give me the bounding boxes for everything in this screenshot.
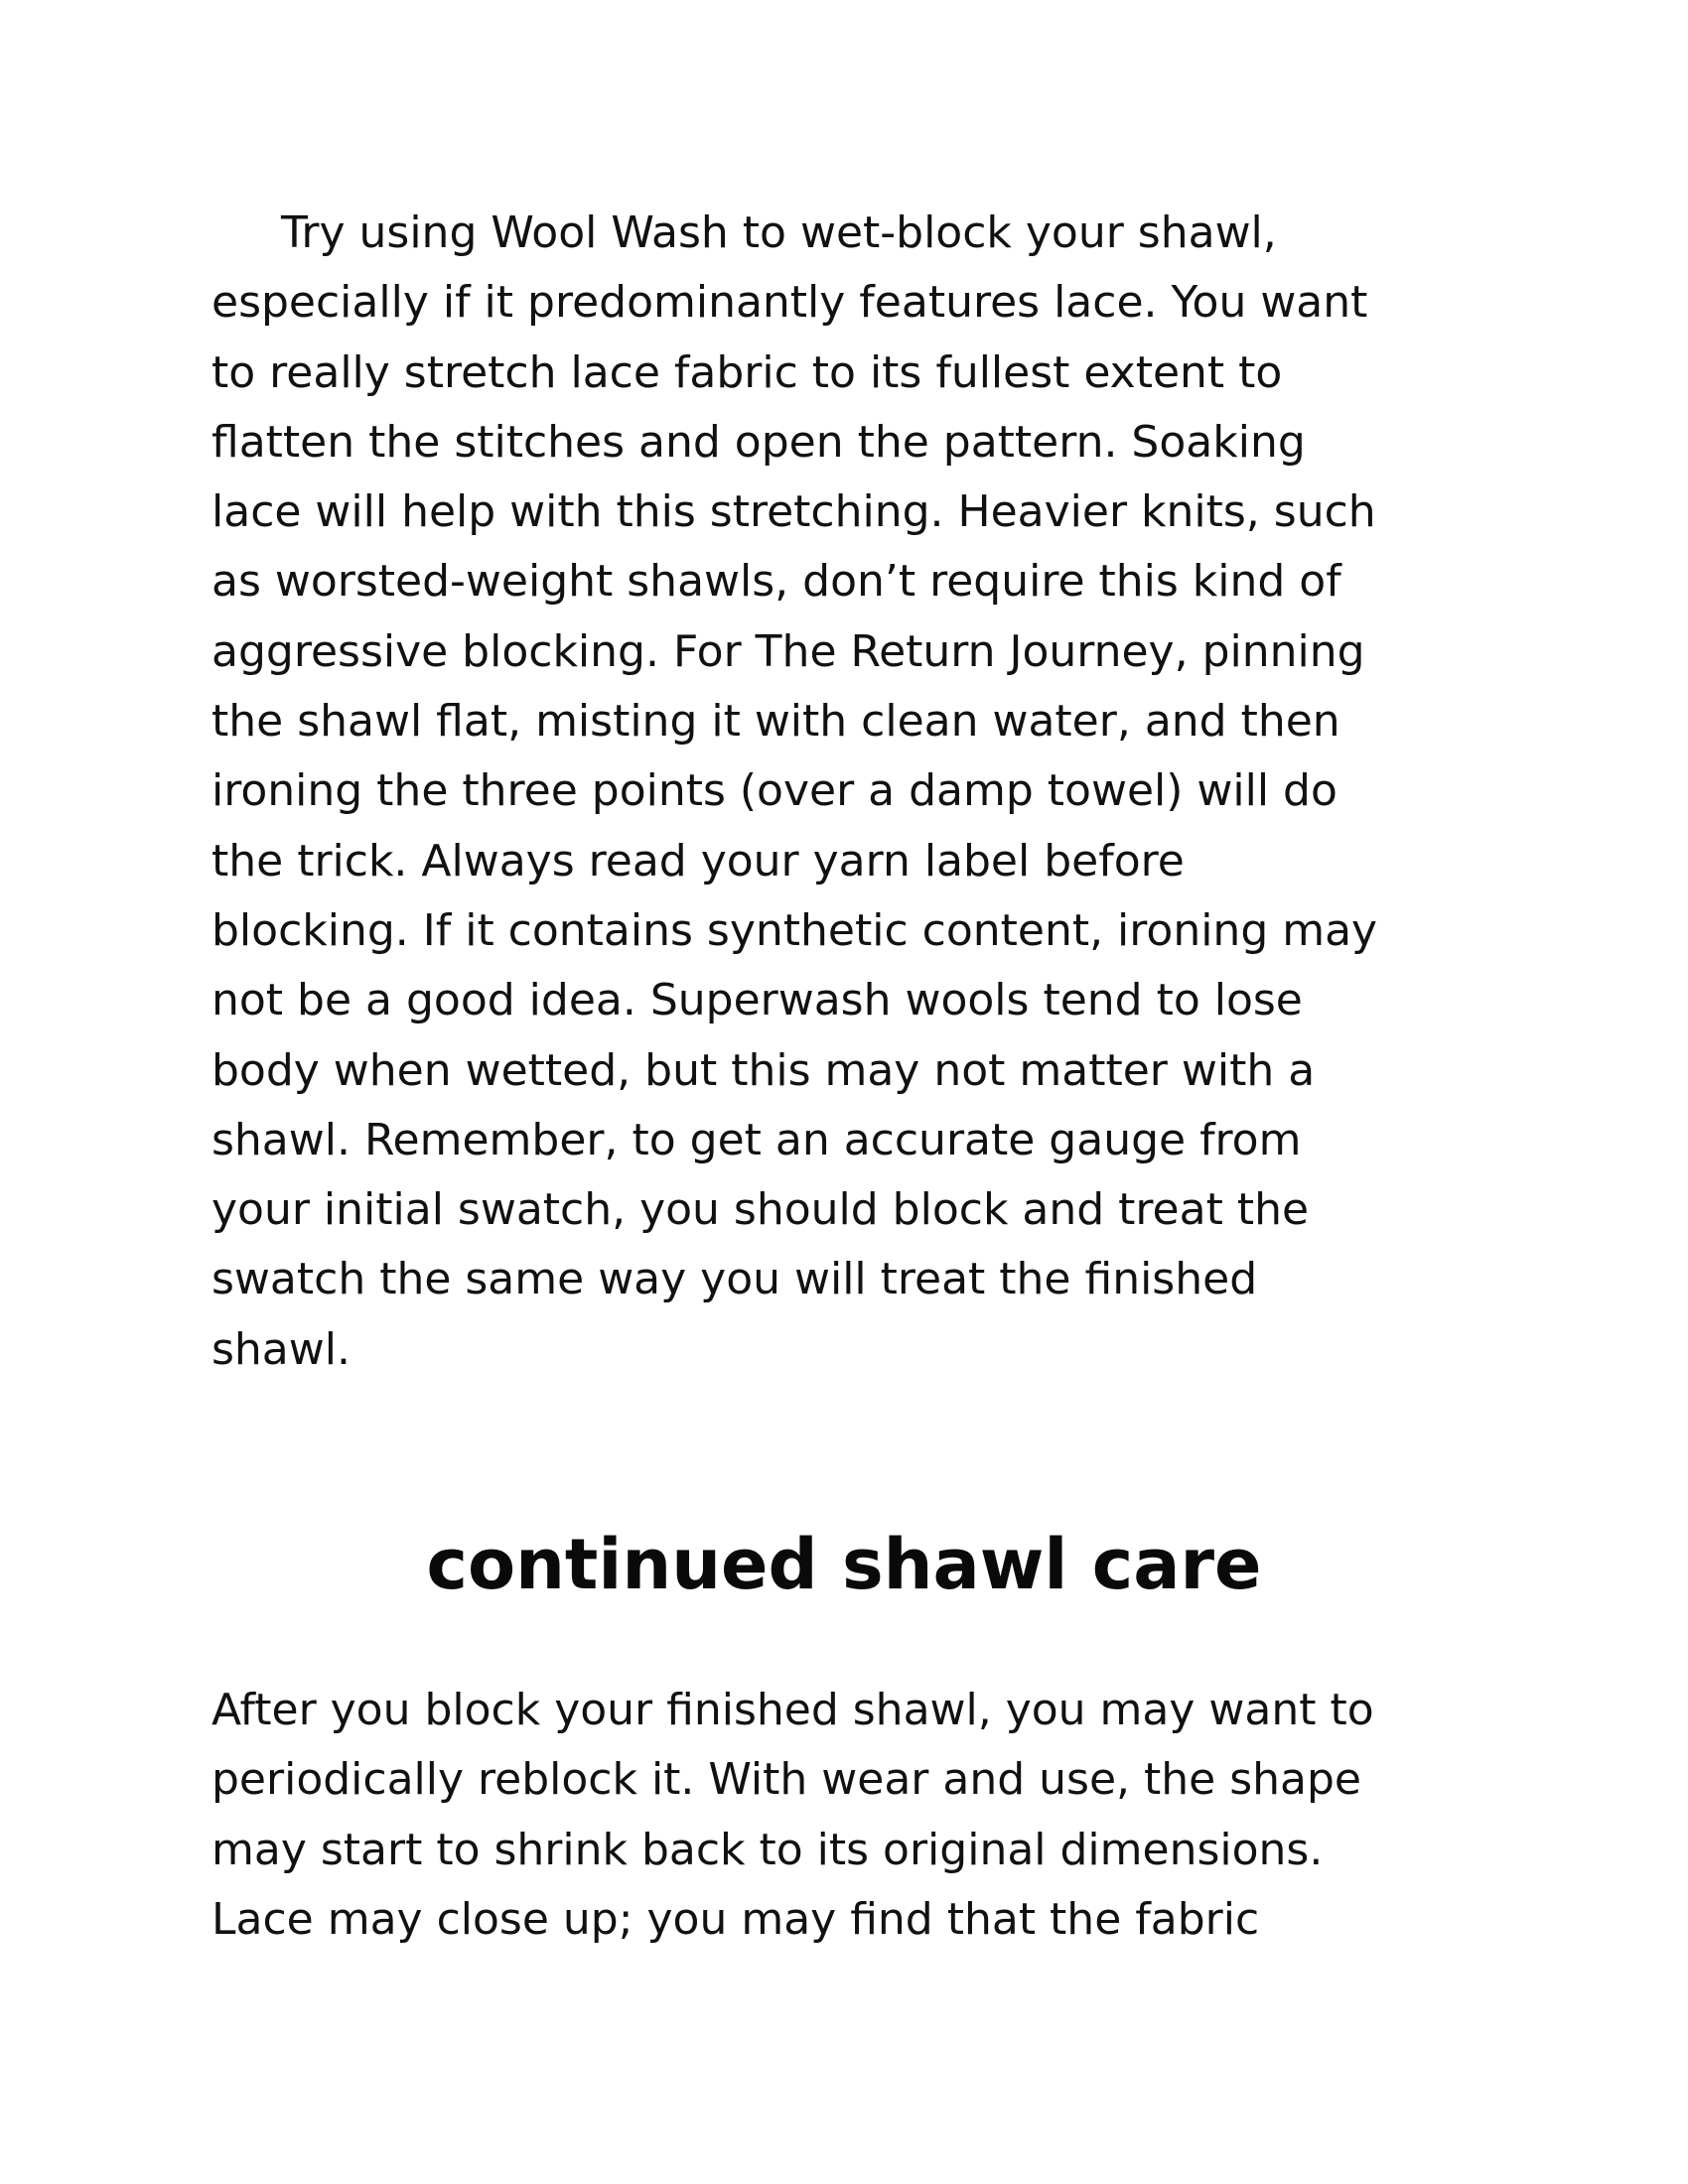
paragraph-line: aggressive blocking. For The Return Journey, pinning	[211, 625, 1365, 677]
paragraph-line: swatch the same way you will treat the finished	[211, 1254, 1258, 1305]
paragraph-line: the trick. Always read your yarn label before	[211, 835, 1185, 887]
paragraph-line: periodically reblock it. With wear and use, the shape	[211, 1754, 1361, 1806]
paragraph-line: After you block your finished shawl, you may want to	[211, 1685, 1374, 1735]
paragraph-line: flatten the stitches and open the pattern. Soaking	[211, 416, 1306, 468]
paragraph-line: the shawl flat, misting it with clean water, and then	[211, 696, 1340, 748]
paragraph-line: Lace may close up; you may find that the fabric	[211, 1893, 1260, 1945]
paragraph-line: not be a good idea. Superwash wools tend to lose	[211, 975, 1303, 1026]
paragraph-line: your initial swatch, you should block and treat the	[211, 1184, 1310, 1236]
paragraph-line: to really stretch lace fabric to its fullest extent to	[211, 346, 1283, 398]
paragraph-line: Try using Wool Wash to wet-block your shawl,	[281, 207, 1277, 258]
paragraph-line: blocking. If it contains synthetic content, ironing may	[211, 904, 1378, 956]
paragraph-line: ironing the three points (over a damp towel) will do	[211, 765, 1337, 817]
paragraph-continued-care	[211, 1676, 1502, 1955]
paragraph-line: lace will help with this stretching. Heavier knits, such	[211, 486, 1376, 538]
paragraph-line: may start to shrink back to its original dimensions.	[211, 1824, 1324, 1875]
paragraph-line: body when wetted, but this may not matter with a	[211, 1044, 1316, 1096]
paragraph-line: especially if it predominantly features lace. You want	[211, 277, 1368, 329]
paragraph-line: shawl.	[211, 1323, 351, 1375]
paragraph-blocking	[211, 199, 1502, 1385]
section-heading: continued shawl care	[426, 1524, 1262, 1605]
paragraph-line: as worsted-weight shawls, don’t require this kind of	[211, 556, 1341, 608]
paragraph-line: shawl. Remember, to get an accurate gauge from	[211, 1114, 1302, 1165]
